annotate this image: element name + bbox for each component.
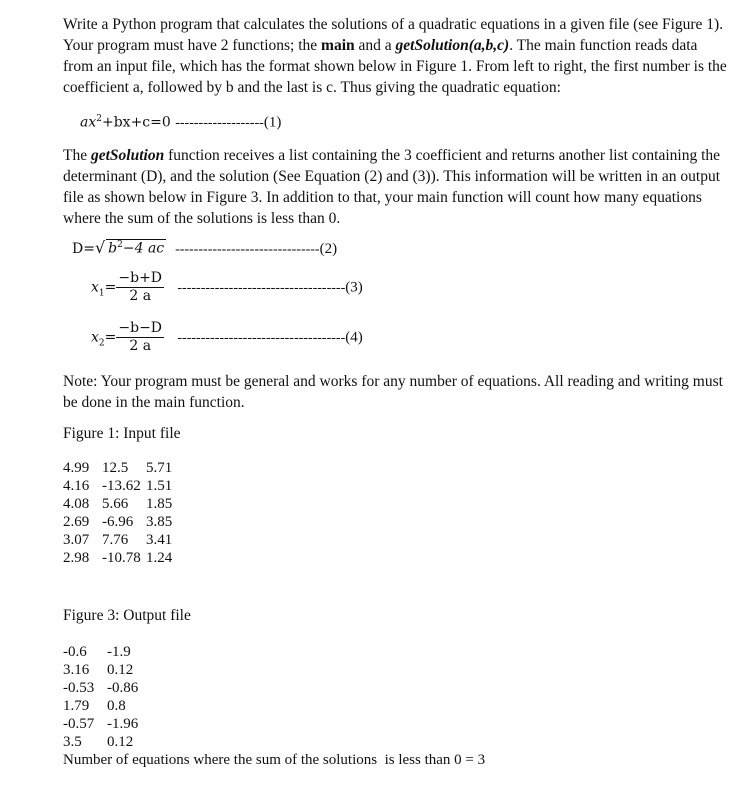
input-row (63, 459, 172, 477)
output-summary: Number of equations where the sum of the solutions is less than 0 = 3 (63, 752, 486, 768)
get-solution-name: getSolution (90, 147, 165, 164)
input-cell-a: 4.16 (63, 478, 90, 494)
output-row (63, 697, 485, 715)
output-cell-1: -0.53 (63, 680, 95, 696)
eq1-number: (1) (263, 114, 282, 131)
input-row (63, 531, 172, 549)
eq2-b: b (108, 241, 118, 257)
input-cell-b: -6.96 (102, 514, 134, 530)
output-row (63, 715, 485, 733)
eq3-numerator: −b+D (118, 270, 163, 286)
figure-3-label: Figure 3: Output file (63, 607, 191, 624)
eq2-number: (2) (319, 241, 338, 257)
input-cell-a: 4.08 (63, 496, 90, 512)
input-row (63, 549, 172, 567)
output-cell-2: -0.86 (107, 680, 139, 696)
input-row (63, 495, 172, 513)
input-file-table (63, 459, 172, 567)
desc-text-2: function receives a list containing the 3 coefficient and returns another list containing the determinant (D), and the solution (See Equation (2) and (3)). This information will be written in an output file as shown below in Figure 3. In addition to that, your main function will count how many equations where the sum of the solutions is less than 0. (63, 147, 721, 227)
eq2-exponent: 2 (117, 240, 123, 251)
input-cell-b: 7.76 (102, 532, 129, 548)
eq3-subscript: 1 (98, 288, 105, 299)
input-cell-a: 2.69 (63, 514, 90, 530)
eq3-denominator: 2 a (129, 288, 152, 304)
eq1-lhs: ax (80, 114, 97, 131)
intro-text-3: . The main function reads data from an input file, which has the format shown below in Figure 1. From left to right, the first number is the coefficient a, followed by b and the last is c. Thus giving the quadratic equation: (63, 37, 727, 96)
output-cell-2: 0.12 (107, 734, 134, 750)
input-cell-a: 4.99 (63, 460, 90, 476)
input-cell-c: 1.51 (146, 478, 173, 494)
output-row (63, 661, 485, 679)
eq1-rest: +bx+c=0 (101, 114, 171, 131)
eq2-rest: −4 ac (122, 241, 165, 257)
equation-4 (91, 320, 363, 355)
output-row (63, 733, 485, 751)
eq4-fraction (116, 320, 164, 355)
output-cell-1: -0.6 (63, 644, 87, 660)
eq2-radicand (106, 239, 166, 257)
input-cell-c: 5.71 (146, 460, 173, 476)
figure-1-label: Figure 1: Input file (63, 425, 181, 442)
equation-3 (91, 270, 363, 305)
eq3-equals: = (104, 279, 117, 296)
output-cell-2: -1.9 (107, 644, 131, 660)
intro-text-2: and a (354, 37, 396, 54)
get-solution-signature: getSolution(a,b,c) (395, 37, 510, 54)
input-cell-b: 5.66 (102, 496, 129, 512)
input-cell-a: 2.98 (63, 550, 90, 566)
eq1-exponent: 2 (96, 114, 102, 124)
output-cell-1: 3.16 (63, 662, 90, 678)
eq4-equals: = (104, 329, 117, 346)
intro-text-1: Write a Python program that calculates the solutions of a quadratic equations in a given file (see Figure 1). Your program must have 2 functions; the (63, 16, 724, 54)
eq2-dashes: ------------------------------- (175, 242, 320, 257)
input-row (63, 513, 172, 531)
equation-1 (80, 114, 281, 132)
eq4-number: (4) (345, 329, 363, 346)
input-row (63, 477, 172, 495)
note-paragraph: Note: Your program must be general and works for any number of equations. All reading and writing must be done in the main function. (63, 373, 723, 411)
input-cell-c: 3.85 (146, 514, 173, 530)
eq3-fraction (116, 270, 164, 305)
eq3-number: (3) (345, 279, 363, 296)
eq4-denominator: 2 a (129, 338, 152, 354)
output-cell-2: 0.12 (107, 662, 134, 678)
output-cell-2: 0.8 (107, 698, 126, 714)
output-cell-1: -0.57 (63, 716, 95, 732)
output-file-table (63, 643, 485, 769)
main-keyword: main (321, 37, 355, 54)
output-cell-2: -1.96 (107, 716, 139, 732)
eq4-numerator: −b−D (118, 320, 163, 336)
output-row (63, 643, 485, 661)
input-cell-b: 12.5 (102, 460, 129, 476)
eq3-dashes: ------------------------------------ (177, 280, 346, 296)
eq3-lhs: x (91, 279, 99, 296)
eq1-dashes: ------------------- (175, 115, 264, 131)
desc-text-1: The (63, 147, 91, 164)
input-cell-c: 1.24 (146, 550, 173, 566)
intro-paragraph (63, 14, 728, 98)
eq4-dashes: ------------------------------------ (177, 330, 346, 346)
equation-2: D=√ $b^2-4$ ac -------------------------------(2) (72, 238, 338, 257)
output-cell-1: 1.79 (63, 698, 90, 714)
description-paragraph (63, 145, 728, 229)
input-cell-c: 3.41 (146, 532, 173, 548)
output-row (63, 679, 485, 697)
eq4-lhs: x (91, 329, 99, 346)
input-cell-b: -10.78 (102, 550, 141, 566)
eq2-lhs: D= (72, 241, 95, 257)
input-cell-c: 1.85 (146, 496, 173, 512)
input-cell-b: -13.62 (102, 478, 141, 494)
input-cell-a: 3.07 (63, 532, 90, 548)
eq4-subscript: 2 (98, 338, 105, 349)
output-cell-1: 3.5 (63, 734, 82, 750)
